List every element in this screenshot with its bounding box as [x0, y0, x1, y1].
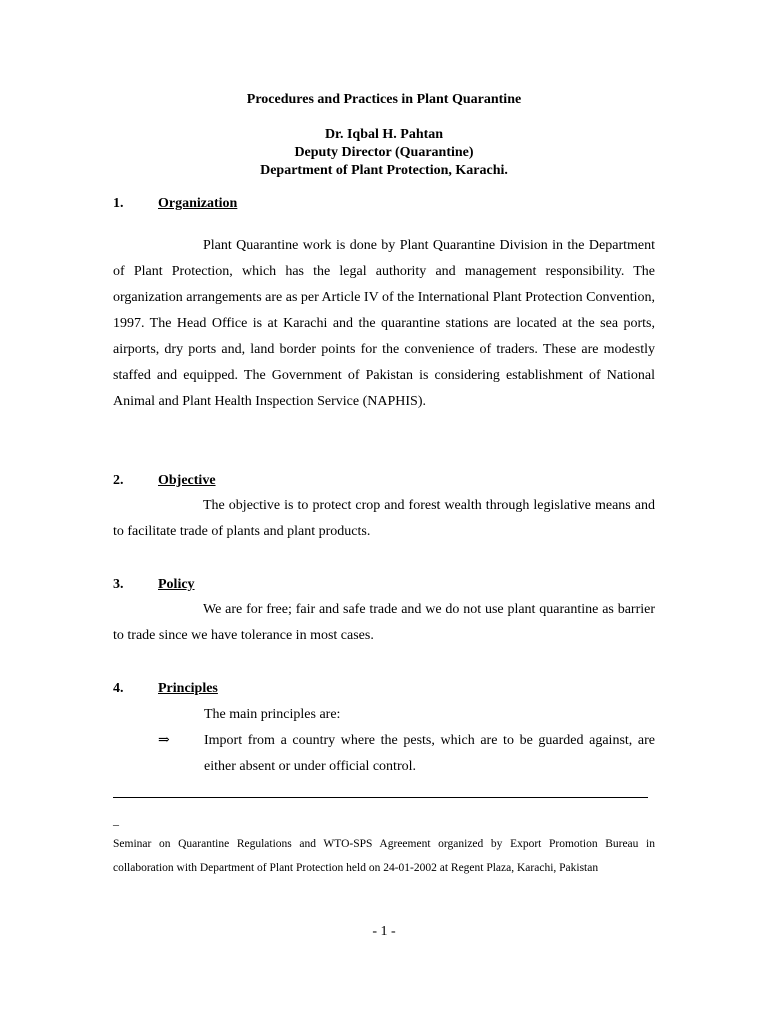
section-number: 1.	[113, 196, 124, 211]
author-name: Dr. Iqbal H. Pahtan	[324, 127, 444, 142]
section-number: 2.	[113, 473, 124, 488]
author-department: Department of Plant Protection, Karachi.	[260, 163, 508, 178]
section-title: Policy	[158, 577, 195, 592]
section-title: Objective	[158, 473, 216, 488]
section-body-objective: The objective is to protect crop and forest wealth through legislative means and to facilitate trade of plants and plant products.	[113, 498, 655, 539]
principles-intro: The main principles are:	[204, 707, 341, 722]
section-title: Principles	[158, 681, 218, 696]
page-number: - 1 -	[372, 924, 396, 939]
section-number: 4.	[113, 681, 124, 696]
document-title: Procedures and Practices in Plant Quarantine	[246, 92, 522, 107]
arrow-bullet-icon: ⇒	[158, 733, 170, 748]
bullet-item: Import from a country where the pests, which are to be guarded against, are either absent or under official control.	[204, 733, 655, 774]
section-number: 3.	[113, 577, 124, 592]
section-body-policy: We are for free; fair and safe trade and we do not use plant quarantine as barrier to trade since we have tolerance in most cases.	[113, 602, 655, 643]
author-position: Deputy Director (Quarantine)	[294, 145, 474, 160]
footnote-text: Seminar on Quarantine Regulations and WTO-SPS Agreement organized by Export Promotion Bureau in collaboration with Department of Plant Protection held on 24-01-2002 at Regent Plaza, Karachi, Pakistan	[113, 838, 655, 874]
footnote-separator	[113, 797, 648, 798]
section-body-organization: Plant Quarantine work is done by Plant Quarantine Division in the Department of Plant Protection, which has the legal authority and management responsibility. The organization arrangements are as per Article IV of the International Plant Protection Convention, 1997. The Head Office is at Karachi and the quarantine stations are located at the sea ports, airports, dry ports and, land border points for the convenience of traders. These are modestly staffed and equipped. The Government of Pakistan is considering establishment of National Animal and Plant Health Inspection Service (NAPHIS).	[113, 238, 655, 409]
section-title: Organization	[158, 196, 238, 211]
footnote-mark: –	[113, 817, 119, 831]
